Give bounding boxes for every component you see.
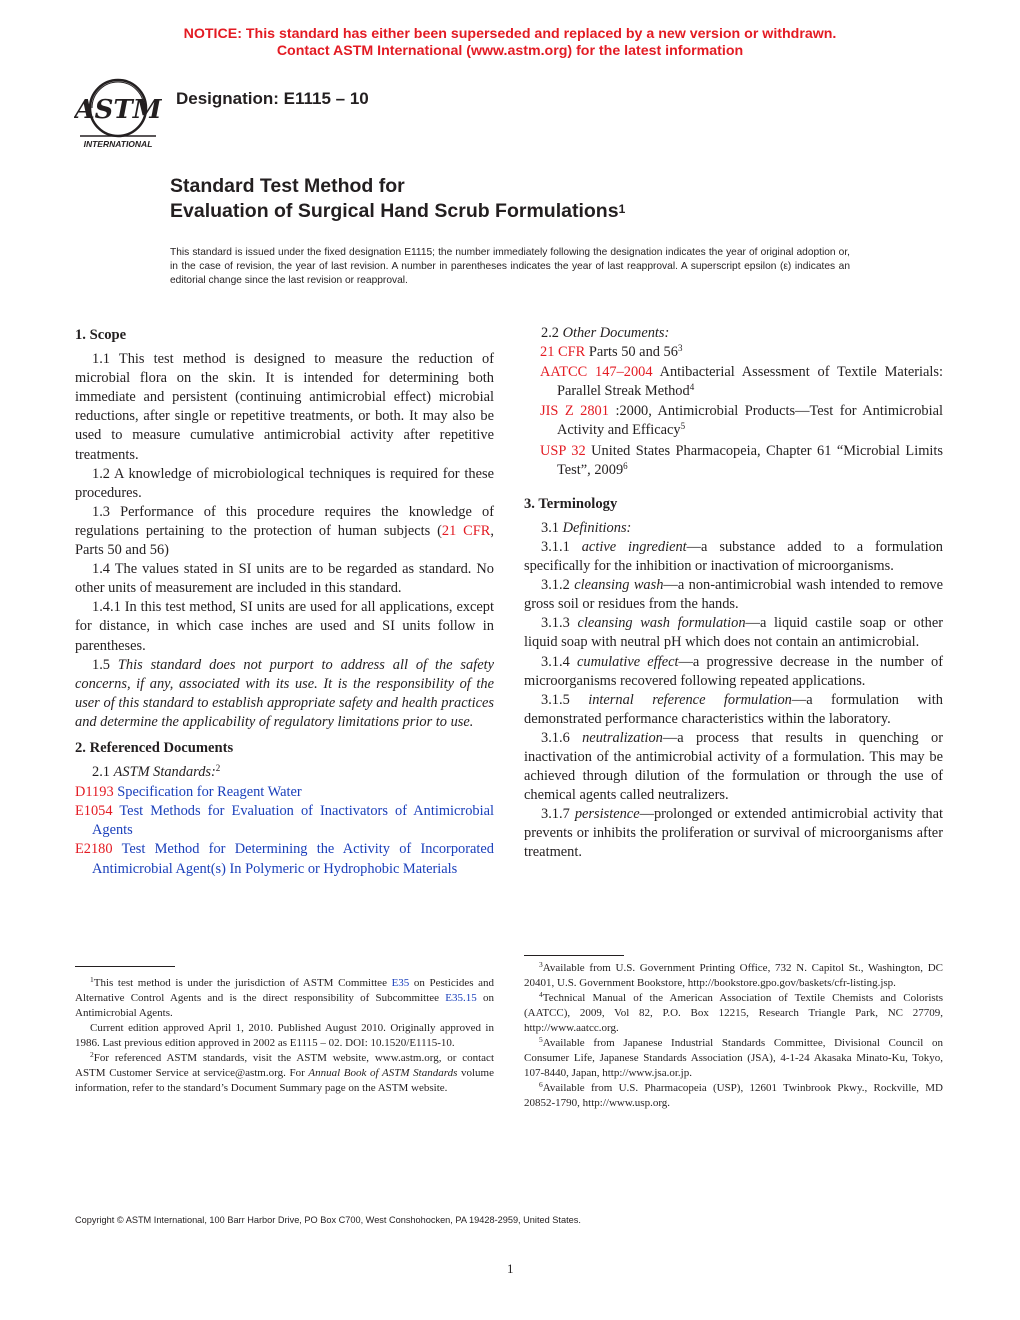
title-line-2: Evaluation of Surgical Hand Scrub Formulations$^1$ — [170, 200, 626, 222]
footnote-1: $^1$This test method is under the jurisdiction of ASTM Committee E35 on Pesticides and Alternative Control Agents and is the direct responsibility of Subcommittee E35.15 on Antimicrobial Agents. — [75, 975, 494, 1019]
paragraph-1-4: 1.4 The values stated in SI units are to be regarded as standard. No other units of measurement are included in this standard. — [75, 561, 494, 597]
reference-e1054[interactable]: E1054 Test Methods for Evaluation of Inactivators of Antimicrobial Agents — [75, 803, 494, 839]
definitions-label: 3.1 Definitions: — [541, 519, 632, 536]
footnote-divider-left — [75, 966, 175, 967]
withdrawal-notice — [0, 26, 1020, 60]
link-e35[interactable]: E35 — [391, 977, 410, 989]
definition-3-1-4: 3.1.4 cumulative effect—a progressive decrease in the number of microorganisms recovered following repeated applications. — [524, 653, 943, 689]
issue-statement: This standard is issued under the fixed designation E1115; the number immediately following the designation indicates the year of original adoption or, in the case of revision, the year of last revision. A number in parentheses indicates the year of last reapproval. A superscript epsilon (ε) indicates an editorial change since the last revision or reapproval. — [170, 247, 850, 286]
footnote-6: $^6$Available from U.S. Pharmacopeia (USP), 12601 Twinbrook Pkwy., Rockville, MD 20852-1790, http://www.usp.org. — [524, 1080, 943, 1109]
notice-line-1: NOTICE: This standard has either been superseded and replaced by a new version or withdrawn. — [183, 26, 837, 42]
astm-logo — [74, 74, 162, 154]
link-21-cfr[interactable]: 21 CFR — [441, 522, 491, 539]
right-column — [524, 324, 943, 863]
footnote-1-edition: Current edition approved April 1, 2010. Published August 2010. Originally approved in 1986. Last previous edition approved in 2002 as E1115 – 02. DOI: 10.1520/E1115-10. — [75, 1022, 494, 1049]
notice-line-2: Contact ASTM International (www.astm.org) for the latest information — [276, 43, 744, 59]
paragraph-1-2: 1.2 A knowledge of microbiological techniques is required for these procedures. — [75, 465, 494, 501]
paragraph-1-4-1: 1.4.1 In this test method, SI units are used for all applications, except for distance, in which case inches are used and SI units follow in parentheses. — [75, 599, 494, 654]
other-documents-label: 2.2 Other Documents: — [541, 325, 670, 341]
footnote-4: $^4$Technical Manual of the American Association of Textile Chemists and Colorists (AATCC), 2009, Vol 82, P.O. Box 12215, Research Triangle Park, NC 27709, http://www.aatcc.org. — [524, 990, 943, 1034]
definition-3-1-2: 3.1.2 cleansing wash—a non-antimicrobial wash intended to remove gross soil or residues from the hands. — [524, 577, 943, 613]
left-column — [75, 324, 494, 879]
section-heading-referenced: 2. Referenced Documents — [75, 739, 234, 756]
footnotes-left — [75, 976, 494, 1096]
title-footnote-mark: 1 — [618, 202, 626, 216]
footnote-3: $^3$Available from U.S. Government Printing Office, 732 N. Capitol St., Washington, DC 20401, U.S. Government Bookstore, http://bookstore.gpo.gov/baskets/cfr-listing.jsp. — [524, 960, 943, 989]
definition-3-1-1: 3.1.1 active ingredient—a substance added to a formulation specifically for the inhibition or inactivation of microorganisms. — [524, 538, 943, 575]
definition-3-1-6: 3.1.6 neutralization—a process that results in quenching or inactivation of the antimicrobial activity of a formulation. This may be achieved through dilution of the formulation or through the use of chemical agents called neutralizers. — [524, 729, 943, 804]
other-ref-aatcc[interactable]: AATCC 147–2004 Antibacterial Assessment of Textile Materials: Parallel Streak Method$^4$ — [540, 364, 943, 400]
definition-3-1-3: 3.1.3 cleansing wash formulation—a liquid castile soap or other liquid soap with neutral pH which does not contain an antimicrobial. — [524, 615, 943, 651]
page-number: 1 — [507, 1261, 514, 1276]
paragraph-1-3: 1.3 Performance of this procedure requires the knowledge of regulations pertaining to the protection of human subjects (21 CFR, Parts 50 and 56) — [75, 503, 494, 559]
definition-3-1-5: 3.1.5 internal reference formulation—a formulation with demonstrated performance characteristics within the laboratory. — [524, 691, 943, 727]
footnote-2: $^2$For referenced ASTM standards, visit the ASTM website, www.astm.org, or contact ASTM Customer Service at service@astm.org. For Annual Book of ASTM Standards volume information, refer to the standard’s Document Summary page on the ASTM website. — [75, 1050, 494, 1094]
other-ref-21cfr[interactable]: 21 CFR Parts 50 and $56^3$ — [540, 343, 683, 361]
link-e35-15[interactable]: E35.15 — [445, 992, 477, 1004]
definition-3-1-7: 3.1.7 persistence—prolonged or extended antimicrobial activity that prevents or inhibits the proliferation or survival of microorganisms after treatment. — [524, 806, 943, 861]
copyright-line: Copyright © ASTM International, 100 Barr Harbor Drive, PO Box C700, West Conshohocken, PA 19428-2959, United States. — [75, 1215, 581, 1225]
designation: Designation: E1115 – 10 — [176, 89, 369, 108]
footnote-divider-right — [524, 955, 624, 956]
footnotes-right — [524, 961, 943, 1111]
other-ref-usp[interactable]: USP 32 United States Pharmacopeia, Chapter 61 “Microbial Limits Test”, 2009$^6$ — [540, 442, 943, 478]
astm-standards-label: 2.1 ASTM Standards:$^2$ — [92, 763, 221, 781]
reference-d1193[interactable]: D1193 Specification for Reagent Water — [75, 784, 302, 801]
document-title — [170, 174, 625, 226]
astm-logo-icon — [74, 74, 162, 154]
footnote-5: $^5$Available from Japanese Industrial Standards Committee, Divisional Council on Consumer Life, Japanese Standards Association (JSA), 4-1-24 Akasaka Minato-Ku, Tokyo, 107-8440, Japan, http://www.jsa.or.jp. — [524, 1035, 943, 1079]
other-ref-jis[interactable]: JIS Z 2801 :2000, Antimicrobial Products—Test for Antimicrobial Activity and Efficacy$^5$ — [540, 403, 943, 439]
reference-e2180[interactable]: E2180 Test Method for Determining the Activity of Incorporated Antimicrobial Agent(s) In Polymeric or Hydrophobic Materials — [75, 841, 494, 877]
title-line-1: Standard Test Method for — [170, 175, 405, 197]
paragraph-1-1: 1.1 This test method is designed to measure the reduction of microbial flora on the skin. It is intended for determining both immediate and persistent (continuing antimicrobial effect) microbial reductions, after single or repetitive treatments, or both. It may also be used to measure cumulative antimicrobial activity after repetitive treatments. — [75, 351, 494, 463]
logo-caption: INTERNATIONAL — [83, 139, 153, 149]
paragraph-1-5: 1.5 This standard does not purport to address all of the safety concerns, if any, associated with its use. It is the responsibility of the user of this standard to establish appropriate safety and health practices and determine the applicability of regulatory limitations prior to use. — [75, 656, 494, 730]
section-heading-terminology: 3. Terminology — [524, 495, 618, 512]
section-heading-scope: 1. Scope — [75, 327, 127, 343]
logo-mark: ASTM — [74, 95, 162, 125]
